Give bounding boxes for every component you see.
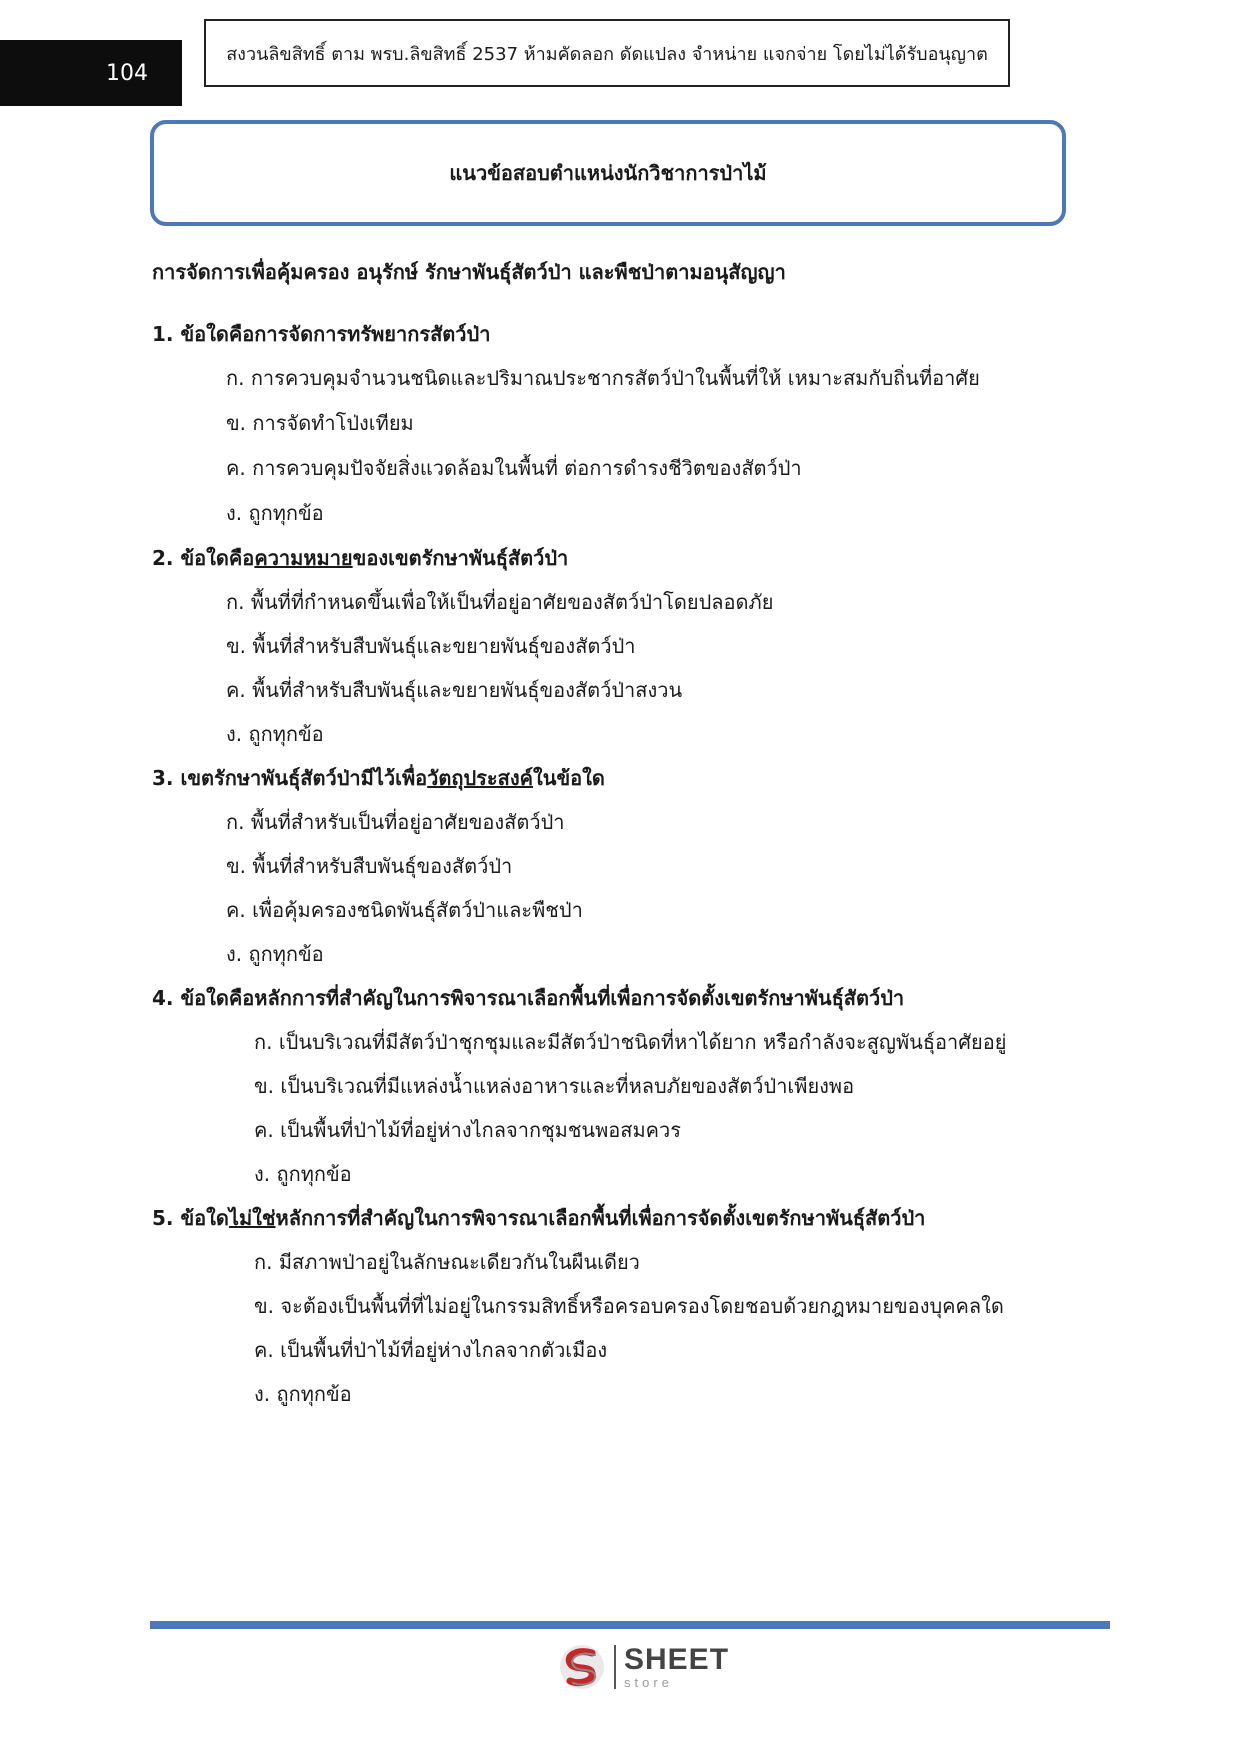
option-ngo: ง. ถูกทุกข้อ [254,1382,352,1406]
option-kho: ข. พื้นที่สำหรับสืบพันธุ์ของสัตว์ป่า [226,854,513,878]
sheet-logo-icon [556,1641,608,1693]
question-title: 4. ข้อใดคือหลักการที่สำคัญในการพิจารณาเลือกพื้นที่เพื่อการจัดตั้งเขตรักษาพันธุ์สัตว์ป่า [152,986,905,1010]
option-ngo: ง. ถูกทุกข้อ [226,942,324,966]
option-ko: ก. เป็นบริเวณที่มีสัตว์ป่าชุกชุมและมีสัตว์ป่าชนิดที่หาได้ยาก หรือกำลังจะสูญพันธุ์อาศัยอยู่ [254,1030,1007,1054]
option-kho-khwai: ค. เป็นพื้นที่ป่าไม้ที่อยู่ห่างไกลจากชุมชนพอสมควร [254,1118,682,1142]
option-ngo: ง. ถูกทุกข้อ [226,722,324,746]
option-kho-khwai: ค. เป็นพื้นที่ป่าไม้ที่อยู่ห่างไกลจากตัวเมือง [254,1338,608,1362]
logo-word: SHEET [624,1643,730,1676]
question-5 [152,1196,1112,1416]
option-ko: ก. มีสภาพป่าอยู่ในลักษณะเดียวกันในผืนเดียว [254,1250,640,1274]
option-kho-khwai: ค. เพื่อคุ้มครองชนิดพันธุ์สัตว์ป่าและพืชป่า [226,898,583,922]
option-kho: ข. จะต้องเป็นพื้นที่ที่ไม่อยู่ในกรรมสิทธิ์หรือครอบครองโดยชอบด้วยกฎหมายของบุคคลใด [254,1294,1004,1318]
page-number: 104 [0,40,182,106]
sheet-store-logo [556,1638,729,1696]
question-1 [152,312,1112,536]
option-ngo: ง. ถูกทุกข้อ [226,501,324,525]
option-kho: ข. พื้นที่สำหรับสืบพันธุ์และขยายพันธุ์ของสัตว์ป่า [226,634,636,658]
question-2 [152,536,1112,756]
section-title: การจัดการเพื่อคุ้มครอง อนุรักษ์ รักษาพันธุ์สัตว์ป่า และพืชป่าตามอนุสัญญา [152,260,786,284]
page-title: แนวข้อสอบตำแหน่งนักวิชาการป่าไม้ [449,161,767,185]
option-kho: ข. การจัดทำโป่งเทียม [226,411,414,435]
page-title-box [150,120,1066,226]
option-ko: ก. พื้นที่ที่กำหนดขึ้นเพื่อให้เป็นที่อยู่อาศัยของสัตว์ป่าโดยปลอดภัย [226,590,774,614]
question-3 [152,756,1112,976]
option-ngo: ง. ถูกทุกข้อ [254,1162,352,1186]
question-title: 2. ข้อใดคือความหมายของเขตรักษาพันธุ์สัตว์ป่า [152,546,569,570]
option-ko: ก. พื้นที่สำหรับเป็นที่อยู่อาศัยของสัตว์ป่า [226,810,565,834]
question-title: 1. ข้อใดคือการจัดการทรัพยากรสัตว์ป่า [152,322,491,346]
logo-separator [614,1645,616,1689]
question-list [152,312,1112,1416]
question-title: 3. เขตรักษาพันธุ์สัตว์ป่ามีไว้เพื่อวัตถุประสงค์ในข้อใด [152,766,605,790]
option-kho: ข. เป็นบริเวณที่มีแหล่งน้ำแหล่งอาหารและที่หลบภัยของสัตว์ป่าเพียงพอ [254,1074,855,1098]
copyright-notice: สงวนลิขสิทธิ์ ตาม พรบ.ลิขสิทธิ์ 2537 ห้ามคัดลอก ดัดแปลง จำหน่าย แจกจ่าย โดยไม่ได้รับอนุญาต [204,19,1010,87]
option-kho-khwai: ค. การควบคุมปัจจัยสิ่งแวดล้อมในพื้นที่ ต่อการดำรงชีวิตของสัตว์ป่า [226,456,802,480]
option-ko: ก. การควบคุมจำนวนชนิดและปริมาณประชากรสัตว์ป่าในพื้นที่ให้ เหมาะสมกับถิ่นที่อาศัย [226,366,980,390]
logo-text [624,1645,729,1689]
option-kho-khwai: ค. พื้นที่สำหรับสืบพันธุ์และขยายพันธุ์ของสัตว์ป่าสงวน [226,678,683,702]
question-title: 5. ข้อใดไม่ใช่หลักการที่สำคัญในการพิจารณาเลือกพื้นที่เพื่อการจัดตั้งเขตรักษาพันธุ์สัตว์ป่า [152,1206,926,1230]
question-4 [152,976,1112,1196]
footer-divider [150,1621,1110,1629]
logo-subtitle: store [624,1675,673,1690]
